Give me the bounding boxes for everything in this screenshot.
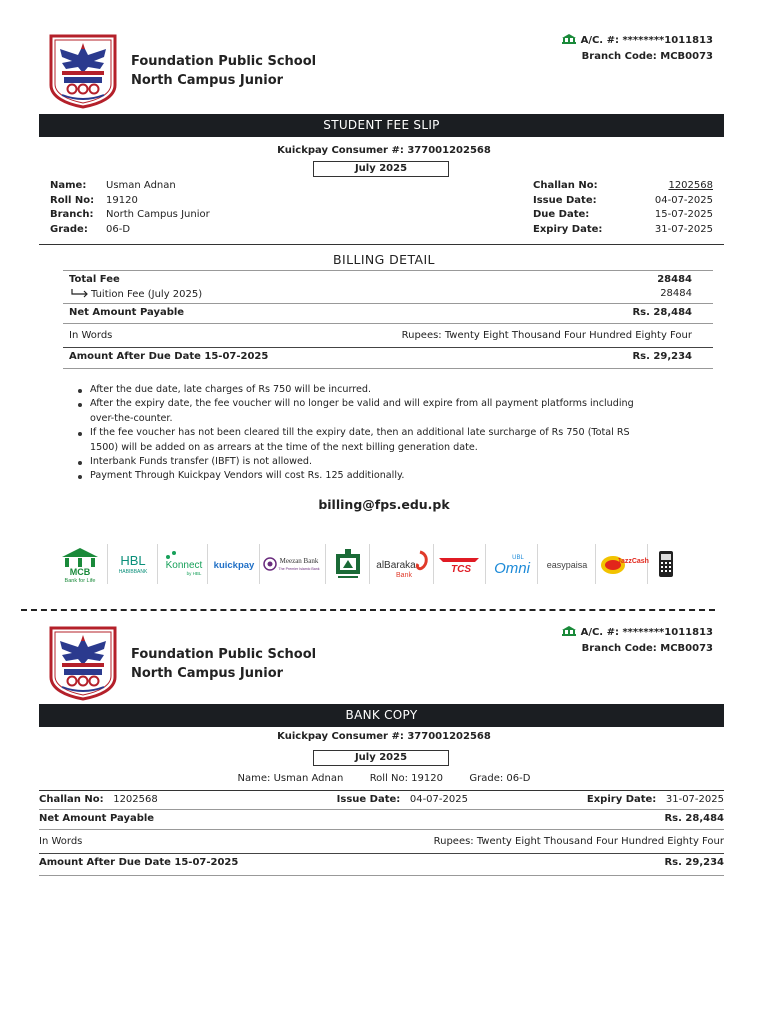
branch-code: Branch Code: MCB0073 [581,643,713,654]
challan-group [39,794,158,805]
hbl-logo-text: HBL [119,553,146,568]
info-value: North Campus Junior [106,209,210,220]
account-number-row [561,625,713,641]
info-row-roll [50,194,210,209]
info-label: Roll No: [50,194,95,206]
summary-roll: Roll No: 19120 [369,773,443,784]
divider [63,303,713,304]
info-row-due-date [533,208,713,223]
divider [63,323,713,324]
net-amount-label: Net Amount Payable [69,307,185,318]
challan-label: Challan No: [39,794,104,805]
info-value: 04-07-2025 [654,194,713,206]
konnect-logo [158,544,208,584]
branch-code: Branch Code: MCB0073 [581,51,713,62]
consumer-number: Kuickpay Consumer #: 377001202568 [277,145,491,156]
mcb-small-icon [561,625,577,637]
kuickpay-logo-text: kuickpay [213,560,254,571]
school-header [131,645,316,683]
info-row-issue-date [533,194,713,209]
pos-terminal-logo [648,544,684,584]
tuition-fee-item [69,288,202,300]
school-name: Foundation Public School [131,54,317,69]
tuition-fee-label: Tuition Fee (July 2025) [91,289,203,300]
total-fee-label: Total Fee [69,274,120,285]
issue-value: 04-07-2025 [409,794,468,805]
info-value: 06-D [106,223,131,235]
net-amount-row [69,307,692,318]
divider [39,244,724,245]
easypaisa-logo-text: easypaisa [546,560,587,570]
albaraka-logo-icon [372,548,432,580]
info-value: 31-07-2025 [654,223,713,235]
mcb-small-icon [561,33,577,45]
divider [63,347,713,348]
amount-in-words-row [39,836,724,847]
mcb-logo-icon [56,545,104,583]
albaraka-logo-text: alBaraka [375,560,416,571]
billing-month: July 2025 [313,161,449,177]
albaraka-logo [370,544,434,584]
after-due-row [39,857,724,868]
omni-logo-icon [488,549,536,579]
after-due-row [69,351,692,362]
info-value: 1202568 [668,180,713,191]
tuition-fee-row [69,288,692,300]
jazzcash-logo-icon [599,551,649,577]
challan-info [533,179,713,237]
albaraka-logo-subtext: Bank [395,572,412,579]
after-due-value: Rs. 29,234 [664,857,724,868]
info-label: Issue Date: [533,194,597,206]
info-value: 15-07-2025 [654,209,713,220]
tuition-fee-value: 28484 [660,288,692,299]
hbl-logo-subtext: HABIBBANK [118,569,147,575]
net-amount-value: Rs. 28,484 [664,813,724,824]
omni-logo-text: Omni [493,560,530,577]
info-row-name [50,179,210,194]
divider [39,853,724,854]
school-name: Foundation Public School [131,647,317,662]
payment-partners-strip [52,535,712,593]
tcs-logo-text: TCS [450,564,471,575]
divider [63,270,713,271]
nbp-logo [326,544,370,584]
hbl-logo [108,544,158,584]
pos-terminal-icon [655,549,677,579]
consumer-number: Kuickpay Consumer #: 377001202568 [277,731,491,742]
konnect-logo-subtext: by HBL [186,571,201,576]
term-item: After the expiry date, the fee voucher will no longer be valid and will expire from all payment platforms including over-the-counter. [73,397,653,426]
account-info [561,625,713,657]
term-item: If the fee voucher has not been cleared till the expiry date, then an additional late surcharge of Rs 750 (Total RS 1500) will be added on as arrears at the time of the next billing generation date. [73,426,653,455]
amount-in-words-row [69,330,692,341]
meezan-logo-icon [262,552,324,576]
expiry-label: Expiry Date: [586,794,657,805]
term-item: After the due date, late charges of Rs 750 will be incurred. [73,383,653,397]
in-words-value: Rupees: Twenty Eight Thousand Four Hundred Eighty Four [401,330,692,341]
bank-copy-title-bar: BANK COPY [39,704,724,727]
net-amount-value: Rs. 28,484 [632,307,692,318]
divider [63,368,713,369]
tcs-logo [434,544,486,584]
in-words-label: In Words [69,330,113,341]
info-label: Grade: [50,223,88,235]
terms-list [73,383,653,484]
expiry-group [587,794,724,805]
billing-month: July 2025 [313,750,449,766]
summary-grade: Grade: 06-D [469,773,531,784]
divider [39,829,724,830]
jazzcash-logo-text: JazzCash [616,558,649,565]
in-words-label: In Words [39,836,83,847]
in-words-value: Rupees: Twenty Eight Thousand Four Hundred Eighty Four [433,836,724,847]
term-item: Interbank Funds transfer (IBFT) is not allowed. [73,455,653,469]
kuickpay-logo-icon [210,554,258,574]
divider [39,875,724,876]
account-number-row [561,33,713,49]
konnect-logo-text: Konnect [165,560,202,571]
account-info [561,33,713,65]
subitem-arrow-icon [69,288,91,298]
mcb-logo-text: MCB [69,567,90,577]
challan-dates-row [39,794,724,805]
info-label: Due Date: [533,209,590,220]
billing-detail-title: BILLING DETAIL [333,252,435,267]
info-label: Branch: [50,209,94,220]
billing-email: billing@fps.edu.pk [318,497,450,512]
student-info [50,179,210,237]
term-item: Payment Through Kuickpay Vendors will cost Rs. 125 additionally. [73,469,653,483]
total-fee-value: 28484 [657,274,692,285]
campus-name: North Campus Junior [131,73,284,88]
hbl-logo-icon [111,547,155,581]
student-summary-line [0,773,768,784]
info-row-branch [50,208,210,223]
meezan-logo [260,544,326,584]
account-number: A/C. #: ********1011813 [580,627,713,638]
cut-line-divider [21,609,715,611]
issue-label: Issue Date: [336,794,401,805]
after-due-label: Amount After Due Date 15-07-2025 [39,857,239,868]
easypaisa-logo [538,544,596,584]
expiry-value: 31-07-2025 [665,794,724,805]
info-label: Expiry Date: [533,223,603,235]
easypaisa-logo-icon [540,555,594,573]
kuickpay-logo [208,544,260,584]
jazzcash-logo [596,544,648,584]
info-row-expiry-date [533,223,713,238]
school-header [131,52,316,90]
after-due-label: Amount After Due Date 15-07-2025 [69,351,269,362]
mcb-logo-subtext: Bank for Life [64,578,95,584]
summary-name: Name: Usman Adnan [237,773,344,784]
campus-name: North Campus Junior [131,666,284,681]
challan-value: 1202568 [113,794,158,805]
slip-title-bar: STUDENT FEE SLIP [39,114,724,137]
issue-group [337,794,468,805]
mcb-logo [52,544,108,584]
info-label: Challan No: [533,180,598,191]
omni-logo-subtext: UBL [511,555,524,561]
school-crest-logo [48,625,118,701]
divider [39,809,724,810]
meezan-logo-text: Meezan Bank [279,557,318,565]
total-fee-row [69,274,692,285]
info-row-grade [50,223,210,238]
after-due-value: Rs. 29,234 [632,351,692,362]
konnect-logo-icon [160,547,206,581]
info-label: Name: [50,180,87,191]
info-value: 19120 [106,194,138,206]
tcs-logo-icon [437,553,483,575]
school-crest-logo [48,33,118,109]
account-number: A/C. #: ********1011813 [580,35,713,46]
info-row-challan [533,179,713,194]
net-amount-label: Net Amount Payable [39,813,155,824]
divider [39,790,724,791]
omni-logo [486,544,538,584]
nbp-logo-icon [333,546,363,582]
meezan-logo-subtext: The Premier Islamic Bank [277,567,320,571]
net-amount-row [39,813,724,824]
info-value: Usman Adnan [106,180,176,191]
